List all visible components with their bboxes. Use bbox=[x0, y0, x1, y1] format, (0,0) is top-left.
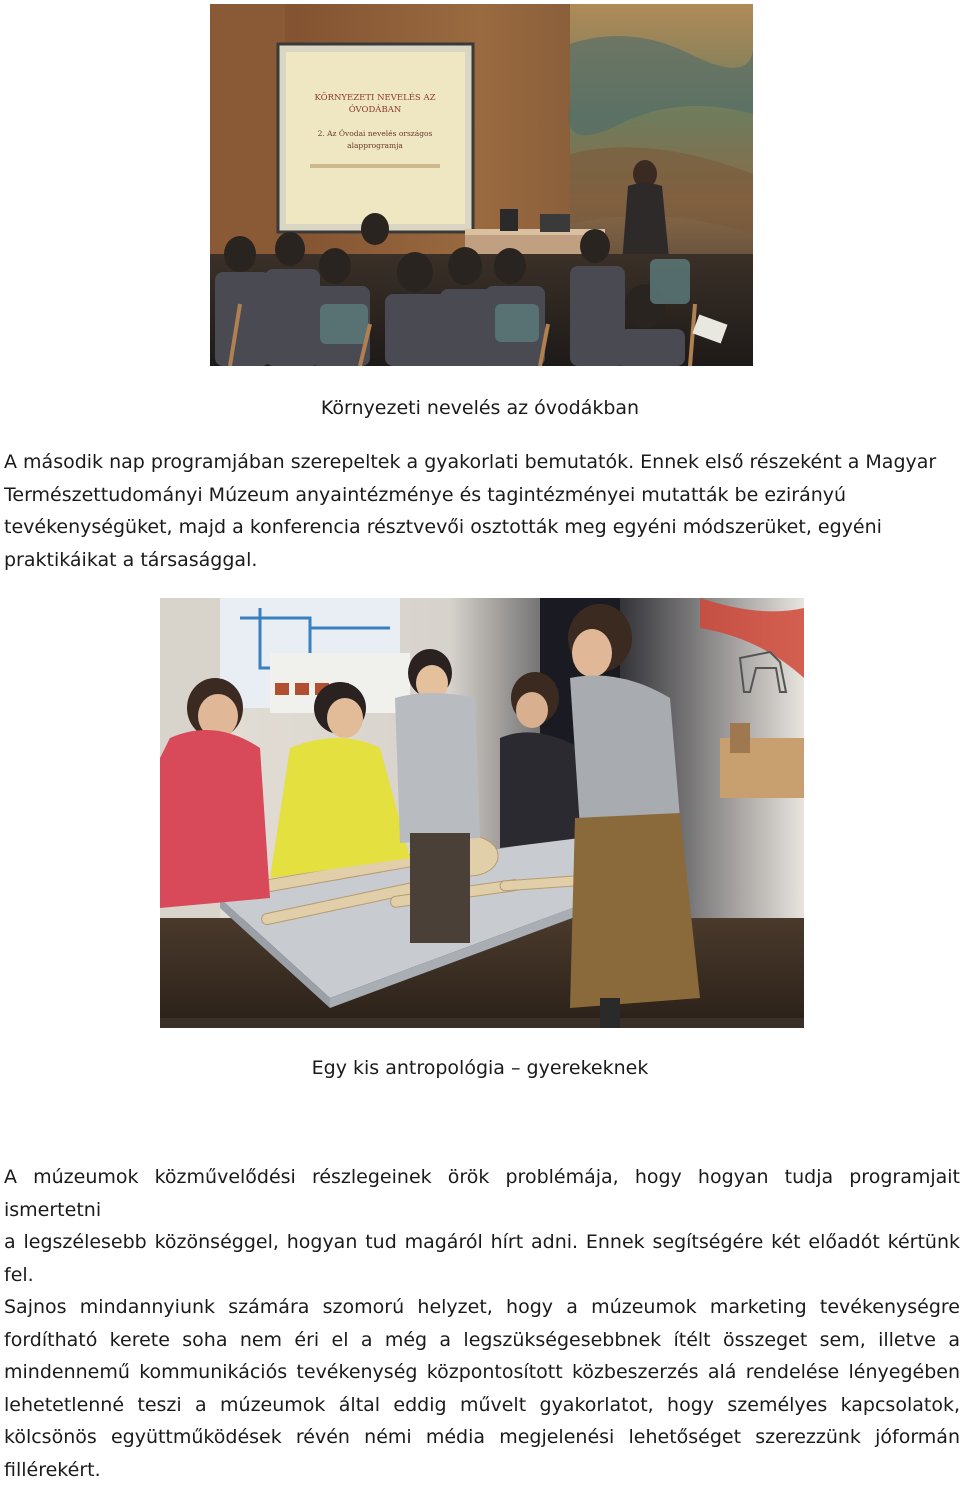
paragraph-line: Sajnos mindannyiunk számára szomorú helyzet, hogy a múzeumok marketing tevékenységre bbox=[4, 1291, 960, 1324]
paragraph-line: A múzeumok közművelődési részlegeinek örök problémája, hogy hogyan tudja programjait ismertetni bbox=[4, 1161, 960, 1226]
paragraph-2 bbox=[4, 1161, 960, 1486]
paragraph-line: tevékenységüket, majd a konferencia résztvevői osztották meg egyéni módszerüket, egyéni bbox=[4, 511, 960, 544]
photo-caption-2: Egy kis antropológia – gyerekeknek bbox=[0, 1056, 960, 1080]
slide-subtitle-line-1: 2. Az Óvodai nevelés országos bbox=[318, 129, 433, 138]
paragraph-line: a legszélesebb közönséggel, hogyan tud magáról hírt adni. Ennek segítségére két előadót kértünk fel. bbox=[4, 1226, 960, 1291]
photo-caption-1: Környezeti nevelés az óvodákban bbox=[0, 396, 960, 420]
conference-photo-illustration bbox=[210, 4, 753, 366]
anthropology-workshop-photo bbox=[160, 598, 804, 1028]
paragraph-line: Természettudományi Múzeum anyaintézménye és tagintézményei mutatták be ezirányú bbox=[4, 479, 960, 512]
conference-photo bbox=[210, 4, 753, 366]
paragraph-line: praktikáikat a társasággal. bbox=[4, 544, 960, 577]
paragraph-line: mindennemű kommunikációs tevékenység központosított közbeszerzés alá rendelése lényegében bbox=[4, 1356, 960, 1389]
paragraph-line: A második nap programjában szerepeltek a gyakorlati bemutatók. Ennek első részeként a Magyar bbox=[4, 446, 960, 479]
paragraph-line: lehetetlenné teszi a múzeumok által eddig művelt gyakorlatot, hogy személyes kapcsolatok, bbox=[4, 1389, 960, 1422]
anthropology-photo-illustration bbox=[160, 598, 804, 1028]
paragraph-1 bbox=[4, 446, 960, 576]
slide-subtitle-line-2: alapprogramja bbox=[347, 141, 403, 150]
paragraph-line: fillérekért. bbox=[4, 1454, 960, 1486]
slide-title-line-2: ÓVODÁBAN bbox=[349, 103, 402, 115]
slide-title-line-1: KÖRNYEZETI NEVELÉS AZ bbox=[315, 91, 436, 103]
paragraph-line: kölcsönös együttműködések révén némi média megjelenési lehetőséget szerezzünk jóformán bbox=[4, 1421, 960, 1454]
paragraph-line: fordítható kerete soha nem éri el a még a legszükségesebbnek ítélt összeget sem, illetve a bbox=[4, 1324, 960, 1357]
